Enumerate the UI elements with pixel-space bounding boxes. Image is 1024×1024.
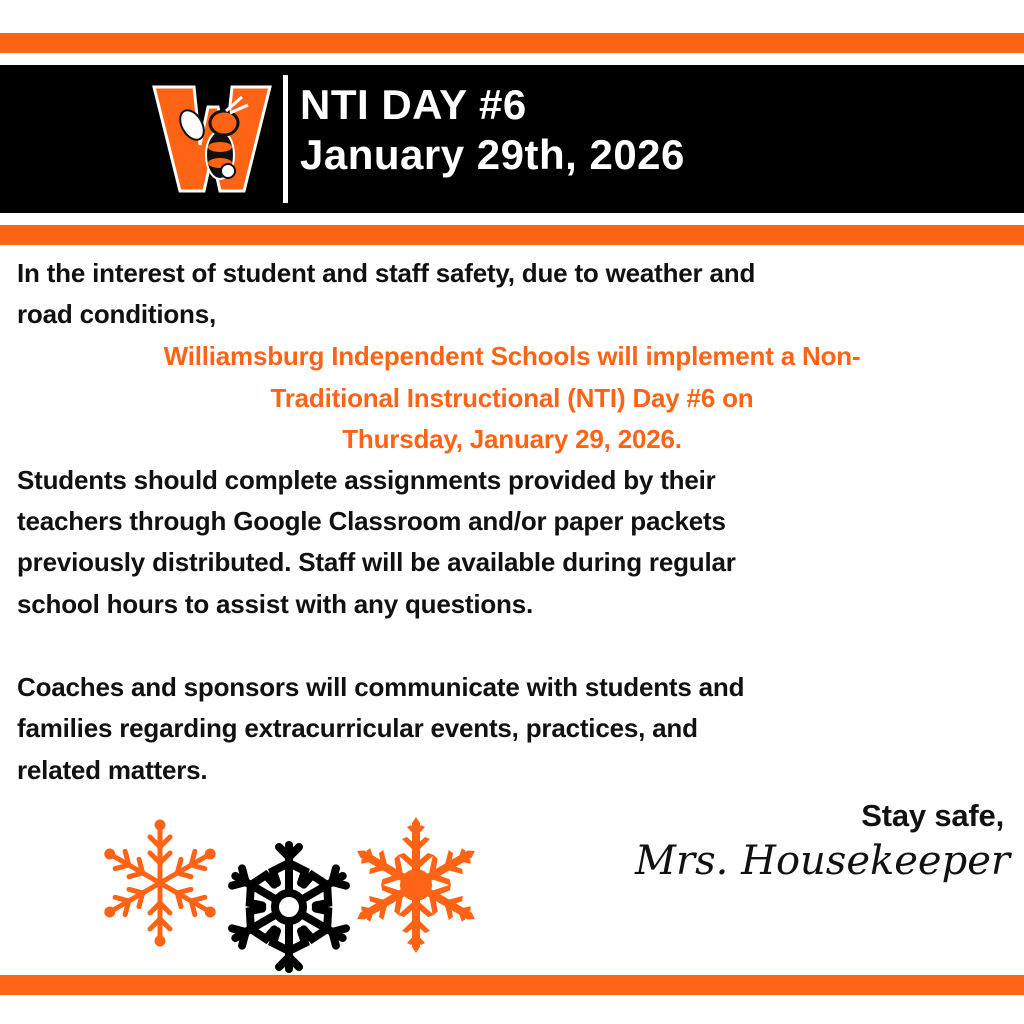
orange-snowflake-icon	[100, 818, 220, 948]
coaches-line: related matters.	[17, 755, 208, 785]
bottom-orange-stripe	[0, 975, 1024, 995]
top-orange-stripe	[0, 33, 1024, 53]
orange-crystal-snowflake-icon	[356, 815, 476, 955]
signature: Mrs. Housekeeper	[635, 838, 1010, 884]
students-line: Students should complete assignments provided by their	[17, 465, 716, 495]
header-divider	[283, 75, 288, 203]
header-title: NTI DAY #6	[300, 81, 527, 128]
highlight-line: Traditional Instructional (NTI) Day #6 on	[270, 383, 754, 413]
farewell: Stay safe,	[861, 798, 1004, 833]
students-line: previously distributed. Staff will be available during regular	[17, 547, 736, 577]
school-logo-hornet-w-icon	[152, 85, 272, 193]
header-bottom-orange-stripe	[0, 225, 1024, 245]
highlight-line: Williamsburg Independent Schools will implement a Non-	[163, 341, 861, 371]
header-banner	[0, 65, 1024, 213]
intro-line: In the interest of student and staff safety, due to weather and	[17, 258, 756, 288]
coaches-line: Coaches and sponsors will communicate with students and	[17, 672, 745, 702]
students-line: teachers through Google Classroom and/or paper packets	[17, 506, 726, 536]
highlight-line: Thursday, January 29, 2026.	[342, 424, 682, 454]
intro-line: road conditions,	[17, 299, 217, 329]
coaches-line: families regarding extracurricular events, practices, and	[17, 713, 698, 743]
header-date: January 29th, 2026	[300, 131, 685, 178]
students-line: school hours to assist with any questions.	[17, 589, 534, 619]
black-snowflake-icon	[222, 838, 356, 976]
